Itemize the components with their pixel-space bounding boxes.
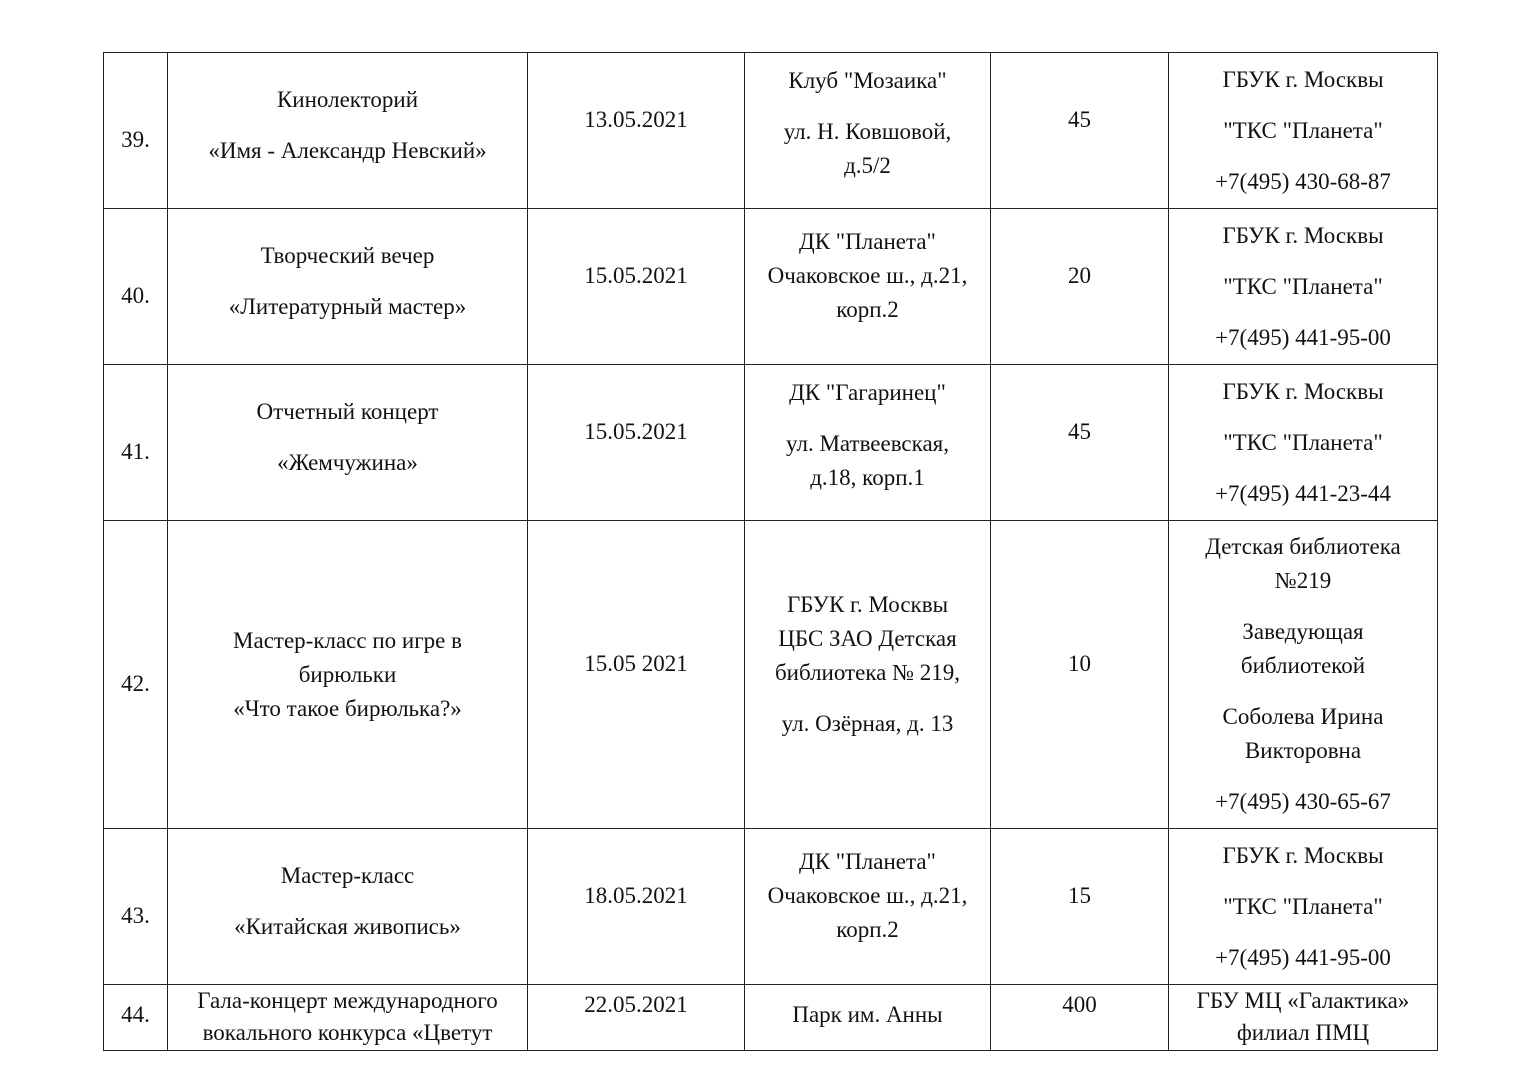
row-number: 42. <box>104 521 168 829</box>
table-row <box>104 365 1438 521</box>
table-row <box>104 53 1438 209</box>
row-number: 41. <box>104 365 168 521</box>
participant-count: 20 <box>991 209 1169 365</box>
participant-count: 45 <box>991 53 1169 209</box>
table-row <box>104 829 1438 985</box>
organizer-contact: ГБУК г. Москвы "ТКС "Планета" +7(495) 441-23-44 <box>1169 365 1438 521</box>
event-date: 13.05.2021 <box>528 53 745 209</box>
event-date: 15.05.2021 <box>528 209 745 365</box>
row-number: 40. <box>104 209 168 365</box>
event-title: Кинолекторий «Имя - Александр Невский» <box>168 53 528 209</box>
table-row <box>104 985 1438 1051</box>
table-row <box>104 521 1438 829</box>
event-date: 15.05.2021 <box>528 365 745 521</box>
event-title: Творческий вечер «Литературный мастер» <box>168 209 528 365</box>
event-place: ДК "Планета" Очаковское ш., д.21, корп.2 <box>745 829 991 985</box>
row-number: 39. <box>104 53 168 209</box>
participant-count: 10 <box>991 521 1169 829</box>
event-place: ГБУК г. Москвы ЦБС ЗАО Детская библиотека № 219, ул. Озёрная, д. 13 <box>745 521 991 829</box>
event-title: Мастер-класс по игре в бирюльки «Что такое бирюлька?» <box>168 521 528 829</box>
row-number: 44. <box>104 985 168 1051</box>
event-date: 22.05.2021 <box>528 985 745 1051</box>
organizer-contact: Детская библиотека №219 Заведующая библиотекой Соболева Ирина Викторовна +7(495) 430-65-67 <box>1169 521 1438 829</box>
event-date: 15.05 2021 <box>528 521 745 829</box>
organizer-contact: ГБУК г. Москвы "ТКС "Планета" +7(495) 430-68-87 <box>1169 53 1438 209</box>
event-title: Отчетный концерт «Жемчужина» <box>168 365 528 521</box>
events-table <box>103 52 1438 1051</box>
organizer-contact: ГБУ МЦ «Галактика» филиал ПМЦ <box>1169 985 1438 1051</box>
event-place: ДК "Гагаринец" ул. Матвеевская, д.18, корп.1 <box>745 365 991 521</box>
event-title: Гала-концерт международного вокального конкурса «Цветут <box>168 985 528 1051</box>
participant-count: 400 <box>991 985 1169 1051</box>
event-place: Клуб "Мозаика" ул. Н. Ковшовой, д.5/2 <box>745 53 991 209</box>
participant-count: 15 <box>991 829 1169 985</box>
organizer-contact: ГБУК г. Москвы "ТКС "Планета" +7(495) 441-95-00 <box>1169 209 1438 365</box>
table-row <box>104 209 1438 365</box>
event-title: Мастер-класс «Китайская живопись» <box>168 829 528 985</box>
row-number: 43. <box>104 829 168 985</box>
participant-count: 45 <box>991 365 1169 521</box>
event-place: Парк им. Анны <box>745 985 991 1051</box>
event-date: 18.05.2021 <box>528 829 745 985</box>
event-place: ДК "Планета" Очаковское ш., д.21, корп.2 <box>745 209 991 365</box>
organizer-contact: ГБУК г. Москвы "ТКС "Планета" +7(495) 441-95-00 <box>1169 829 1438 985</box>
